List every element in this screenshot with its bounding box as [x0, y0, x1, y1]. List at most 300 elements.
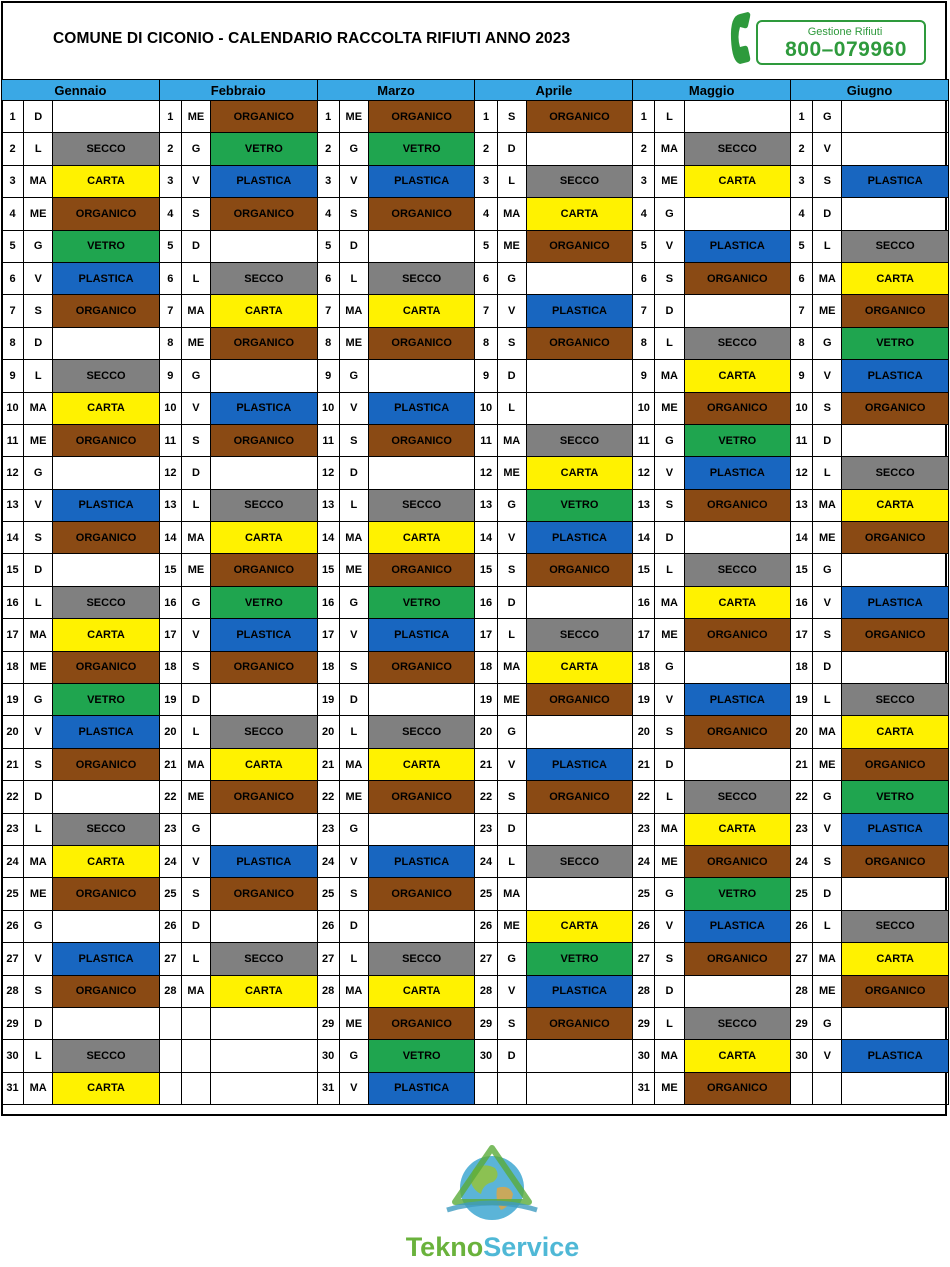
day-number: 2 — [159, 133, 181, 165]
weekday: G — [339, 360, 368, 392]
waste-type: PLASTICA — [53, 716, 160, 748]
table-row — [2, 424, 949, 456]
waste-type: SECCO — [368, 489, 475, 521]
waste-type: CARTA — [53, 1072, 160, 1104]
day-number: 25 — [791, 878, 813, 910]
weekday: G — [24, 457, 53, 489]
weekday: ME — [813, 295, 842, 327]
weekday: L — [655, 1007, 684, 1039]
waste-type: ORGANICO — [526, 554, 633, 586]
waste-type: PLASTICA — [368, 1072, 475, 1104]
waste-type: ORGANICO — [684, 489, 791, 521]
day-number: 27 — [2, 943, 24, 975]
waste-type: ORGANICO — [684, 262, 791, 294]
table-row — [2, 684, 949, 716]
waste-type: ORGANICO — [53, 748, 160, 780]
weekday: G — [181, 133, 210, 165]
weekday: L — [497, 165, 526, 197]
weekday: S — [497, 1007, 526, 1039]
day-number: 3 — [475, 165, 497, 197]
day-number: 25 — [2, 878, 24, 910]
table-row — [2, 554, 949, 586]
weekday: G — [24, 910, 53, 942]
waste-type: SECCO — [211, 716, 318, 748]
waste-type: CARTA — [368, 975, 475, 1007]
day-number: 6 — [475, 262, 497, 294]
weekday: L — [24, 1040, 53, 1072]
waste-type — [211, 1072, 318, 1104]
day-number: 18 — [2, 651, 24, 683]
day-number: 16 — [633, 586, 655, 618]
waste-type: CARTA — [211, 295, 318, 327]
day-number — [159, 1040, 181, 1072]
day-number: 16 — [2, 586, 24, 618]
day-number: 12 — [791, 457, 813, 489]
waste-type: PLASTICA — [842, 165, 949, 197]
day-number: 29 — [2, 1007, 24, 1039]
waste-type — [368, 230, 475, 262]
waste-type: SECCO — [842, 684, 949, 716]
day-number: 7 — [2, 295, 24, 327]
day-number: 24 — [317, 845, 339, 877]
day-number: 28 — [791, 975, 813, 1007]
waste-type — [211, 910, 318, 942]
day-number: 6 — [791, 262, 813, 294]
waste-type: PLASTICA — [211, 165, 318, 197]
weekday: L — [497, 392, 526, 424]
weekday: G — [497, 262, 526, 294]
day-number: 17 — [159, 619, 181, 651]
weekday: ME — [655, 392, 684, 424]
waste-type: ORGANICO — [842, 845, 949, 877]
waste-type: SECCO — [368, 943, 475, 975]
waste-type — [368, 457, 475, 489]
waste-type: CARTA — [684, 1040, 791, 1072]
waste-type: CARTA — [53, 619, 160, 651]
waste-type — [684, 101, 791, 133]
weekday: V — [339, 619, 368, 651]
waste-type: VETRO — [526, 489, 633, 521]
weekday: V — [24, 943, 53, 975]
weekday — [813, 1072, 842, 1104]
waste-type: SECCO — [526, 845, 633, 877]
waste-type: ORGANICO — [842, 975, 949, 1007]
day-number: 3 — [317, 165, 339, 197]
waste-type: ORGANICO — [368, 1007, 475, 1039]
waste-type: PLASTICA — [211, 845, 318, 877]
day-number: 5 — [317, 230, 339, 262]
day-number: 23 — [159, 813, 181, 845]
day-number: 4 — [159, 198, 181, 230]
globe-recycle-icon — [385, 1140, 600, 1235]
waste-type: SECCO — [526, 165, 633, 197]
waste-type: PLASTICA — [53, 943, 160, 975]
waste-type: ORGANICO — [526, 327, 633, 359]
day-number: 7 — [633, 295, 655, 327]
table-row — [2, 1072, 949, 1104]
day-number: 14 — [791, 522, 813, 554]
waste-type: SECCO — [368, 716, 475, 748]
waste-type: PLASTICA — [842, 586, 949, 618]
waste-type: SECCO — [526, 424, 633, 456]
day-number: 27 — [159, 943, 181, 975]
waste-type: ORGANICO — [211, 327, 318, 359]
day-number: 8 — [475, 327, 497, 359]
waste-type: ORGANICO — [526, 684, 633, 716]
waste-type: ORGANICO — [211, 424, 318, 456]
day-number: 21 — [159, 748, 181, 780]
day-number: 20 — [791, 716, 813, 748]
waste-type — [368, 813, 475, 845]
day-number: 19 — [317, 684, 339, 716]
waste-type — [842, 133, 949, 165]
weekday: G — [497, 489, 526, 521]
weekday: G — [813, 554, 842, 586]
weekday: S — [497, 101, 526, 133]
waste-type — [211, 360, 318, 392]
waste-type: CARTA — [842, 943, 949, 975]
weekday: ME — [813, 748, 842, 780]
weekday: D — [24, 781, 53, 813]
waste-type — [53, 910, 160, 942]
day-number: 21 — [791, 748, 813, 780]
weekday: D — [181, 230, 210, 262]
waste-type: ORGANICO — [211, 198, 318, 230]
table-row — [2, 133, 949, 165]
weekday: ME — [181, 327, 210, 359]
weekday: L — [655, 554, 684, 586]
day-number: 22 — [159, 781, 181, 813]
waste-type — [526, 392, 633, 424]
waste-type: CARTA — [842, 716, 949, 748]
weekday: L — [813, 457, 842, 489]
day-number: 4 — [2, 198, 24, 230]
weekday: S — [655, 262, 684, 294]
day-number: 20 — [159, 716, 181, 748]
waste-type: CARTA — [211, 975, 318, 1007]
day-number — [159, 1072, 181, 1104]
weekday: S — [497, 781, 526, 813]
weekday: D — [24, 101, 53, 133]
weekday: V — [339, 165, 368, 197]
waste-type: PLASTICA — [842, 360, 949, 392]
weekday: D — [655, 975, 684, 1007]
waste-type — [526, 1072, 633, 1104]
weekday: ME — [339, 101, 368, 133]
weekday: S — [655, 716, 684, 748]
weekday: S — [339, 651, 368, 683]
weekday: S — [181, 878, 210, 910]
day-number: 30 — [2, 1040, 24, 1072]
day-number: 11 — [633, 424, 655, 456]
day-number: 26 — [317, 910, 339, 942]
day-number: 28 — [317, 975, 339, 1007]
weekday: G — [181, 360, 210, 392]
waste-type: SECCO — [368, 262, 475, 294]
weekday: G — [813, 327, 842, 359]
waste-type: VETRO — [684, 878, 791, 910]
weekday: V — [181, 619, 210, 651]
day-number: 11 — [475, 424, 497, 456]
logo-text — [385, 1232, 600, 1263]
day-number: 30 — [475, 1040, 497, 1072]
table-row — [2, 360, 949, 392]
waste-type: PLASTICA — [842, 1040, 949, 1072]
waste-type: ORGANICO — [684, 392, 791, 424]
weekday: L — [181, 489, 210, 521]
weekday: L — [655, 781, 684, 813]
weekday: ME — [497, 910, 526, 942]
table-row — [2, 845, 949, 877]
day-number: 29 — [791, 1007, 813, 1039]
day-number: 3 — [791, 165, 813, 197]
waste-type: CARTA — [53, 845, 160, 877]
day-number: 22 — [791, 781, 813, 813]
day-number: 14 — [633, 522, 655, 554]
weekday: G — [655, 651, 684, 683]
waste-type: SECCO — [53, 133, 160, 165]
waste-type: CARTA — [526, 457, 633, 489]
day-number: 5 — [791, 230, 813, 262]
waste-type: ORGANICO — [368, 781, 475, 813]
waste-type: PLASTICA — [211, 619, 318, 651]
waste-type: CARTA — [684, 165, 791, 197]
waste-type: ORGANICO — [53, 198, 160, 230]
waste-type — [684, 748, 791, 780]
weekday: S — [655, 943, 684, 975]
day-number — [159, 1007, 181, 1039]
waste-type: SECCO — [842, 230, 949, 262]
day-number: 31 — [317, 1072, 339, 1104]
waste-type — [842, 1072, 949, 1104]
weekday: V — [24, 262, 53, 294]
day-number: 8 — [2, 327, 24, 359]
waste-type: ORGANICO — [368, 327, 475, 359]
waste-type — [842, 651, 949, 683]
phone-label: Gestione Rifiuti — [807, 26, 883, 38]
weekday: MA — [24, 845, 53, 877]
waste-type — [526, 262, 633, 294]
waste-type — [53, 1007, 160, 1039]
table-row — [2, 295, 949, 327]
day-number: 26 — [2, 910, 24, 942]
weekday: MA — [497, 198, 526, 230]
weekday: L — [24, 586, 53, 618]
table-row — [2, 327, 949, 359]
waste-type — [684, 295, 791, 327]
waste-type: ORGANICO — [368, 101, 475, 133]
day-number: 29 — [317, 1007, 339, 1039]
waste-type — [368, 910, 475, 942]
waste-type: CARTA — [53, 165, 160, 197]
day-number: 12 — [633, 457, 655, 489]
waste-type: ORGANICO — [368, 554, 475, 586]
weekday — [181, 1040, 210, 1072]
day-number: 30 — [791, 1040, 813, 1072]
waste-type — [53, 327, 160, 359]
waste-type: CARTA — [684, 360, 791, 392]
waste-type — [368, 360, 475, 392]
waste-type: PLASTICA — [368, 845, 475, 877]
table-row — [2, 975, 949, 1007]
waste-type — [842, 101, 949, 133]
waste-type — [684, 522, 791, 554]
month-header-giugno: Giugno — [791, 80, 949, 101]
waste-type — [526, 360, 633, 392]
weekday: MA — [24, 1072, 53, 1104]
weekday: V — [497, 975, 526, 1007]
waste-type: SECCO — [211, 943, 318, 975]
waste-type — [684, 198, 791, 230]
day-number: 5 — [475, 230, 497, 262]
waste-type — [211, 813, 318, 845]
weekday: G — [655, 878, 684, 910]
waste-type: PLASTICA — [211, 392, 318, 424]
day-number: 10 — [2, 392, 24, 424]
day-number: 17 — [2, 619, 24, 651]
weekday: D — [813, 198, 842, 230]
waste-type: CARTA — [368, 522, 475, 554]
day-number: 2 — [791, 133, 813, 165]
day-number: 19 — [633, 684, 655, 716]
weekday: D — [339, 684, 368, 716]
day-number: 29 — [475, 1007, 497, 1039]
waste-type: SECCO — [842, 910, 949, 942]
weekday: V — [813, 813, 842, 845]
weekday: D — [655, 748, 684, 780]
weekday: L — [497, 845, 526, 877]
waste-type: ORGANICO — [526, 230, 633, 262]
waste-type: VETRO — [53, 684, 160, 716]
waste-type — [526, 1040, 633, 1072]
day-number: 18 — [633, 651, 655, 683]
waste-type: SECCO — [842, 457, 949, 489]
day-number: 26 — [475, 910, 497, 942]
waste-type: SECCO — [684, 133, 791, 165]
table-row — [2, 781, 949, 813]
day-number: 19 — [2, 684, 24, 716]
weekday: D — [339, 457, 368, 489]
waste-type: PLASTICA — [526, 748, 633, 780]
day-number: 6 — [317, 262, 339, 294]
day-number — [475, 1072, 497, 1104]
weekday: MA — [813, 489, 842, 521]
waste-type — [53, 781, 160, 813]
weekday: S — [339, 878, 368, 910]
waste-type: ORGANICO — [368, 651, 475, 683]
month-header-gennaio: Gennaio — [2, 80, 160, 101]
weekday: MA — [655, 133, 684, 165]
day-number: 1 — [2, 101, 24, 133]
waste-type: ORGANICO — [211, 651, 318, 683]
weekday: G — [339, 133, 368, 165]
weekday: S — [24, 295, 53, 327]
weekday: D — [24, 1007, 53, 1039]
waste-type: ORGANICO — [53, 651, 160, 683]
weekday: ME — [181, 101, 210, 133]
day-number: 27 — [633, 943, 655, 975]
waste-type: ORGANICO — [53, 878, 160, 910]
weekday: MA — [813, 943, 842, 975]
table-row — [2, 198, 949, 230]
weekday: ME — [655, 619, 684, 651]
weekday: D — [181, 457, 210, 489]
waste-type: SECCO — [684, 327, 791, 359]
table-row — [2, 878, 949, 910]
day-number: 13 — [475, 489, 497, 521]
month-header-marzo: Marzo — [317, 80, 475, 101]
waste-type — [526, 716, 633, 748]
phone-box — [730, 10, 930, 68]
weekday: ME — [339, 554, 368, 586]
day-number: 6 — [159, 262, 181, 294]
weekday: L — [181, 262, 210, 294]
day-number: 16 — [159, 586, 181, 618]
weekday: L — [24, 133, 53, 165]
day-number: 27 — [317, 943, 339, 975]
day-number: 13 — [159, 489, 181, 521]
weekday: D — [813, 651, 842, 683]
waste-type: ORGANICO — [842, 295, 949, 327]
waste-type — [842, 554, 949, 586]
day-number: 31 — [633, 1072, 655, 1104]
day-number: 14 — [159, 522, 181, 554]
weekday: D — [24, 327, 53, 359]
waste-type: CARTA — [684, 813, 791, 845]
waste-type — [842, 878, 949, 910]
waste-type: ORGANICO — [526, 1007, 633, 1039]
weekday: D — [24, 554, 53, 586]
waste-type — [684, 651, 791, 683]
teknoservice-logo — [385, 1140, 600, 1265]
weekday: V — [497, 748, 526, 780]
weekday: ME — [24, 424, 53, 456]
day-number: 28 — [159, 975, 181, 1007]
weekday: V — [181, 165, 210, 197]
weekday: G — [339, 586, 368, 618]
day-number: 26 — [633, 910, 655, 942]
waste-type — [211, 457, 318, 489]
weekday: MA — [24, 619, 53, 651]
day-number: 13 — [633, 489, 655, 521]
waste-type: SECCO — [684, 554, 791, 586]
weekday: L — [339, 489, 368, 521]
weekday: V — [24, 489, 53, 521]
day-number: 30 — [317, 1040, 339, 1072]
day-number: 16 — [475, 586, 497, 618]
waste-type: CARTA — [526, 198, 633, 230]
day-number: 24 — [159, 845, 181, 877]
weekday: V — [339, 392, 368, 424]
waste-type: VETRO — [211, 133, 318, 165]
weekday: S — [813, 845, 842, 877]
day-number: 3 — [2, 165, 24, 197]
month-header-febbraio: Febbraio — [159, 80, 317, 101]
day-number: 10 — [317, 392, 339, 424]
weekday: S — [813, 392, 842, 424]
day-number: 4 — [317, 198, 339, 230]
day-number — [791, 1072, 813, 1104]
day-number: 19 — [791, 684, 813, 716]
day-number: 28 — [2, 975, 24, 1007]
day-number: 26 — [159, 910, 181, 942]
day-number: 8 — [791, 327, 813, 359]
day-number: 22 — [633, 781, 655, 813]
day-number: 15 — [791, 554, 813, 586]
waste-type: VETRO — [842, 327, 949, 359]
table-row — [2, 910, 949, 942]
day-number: 28 — [633, 975, 655, 1007]
